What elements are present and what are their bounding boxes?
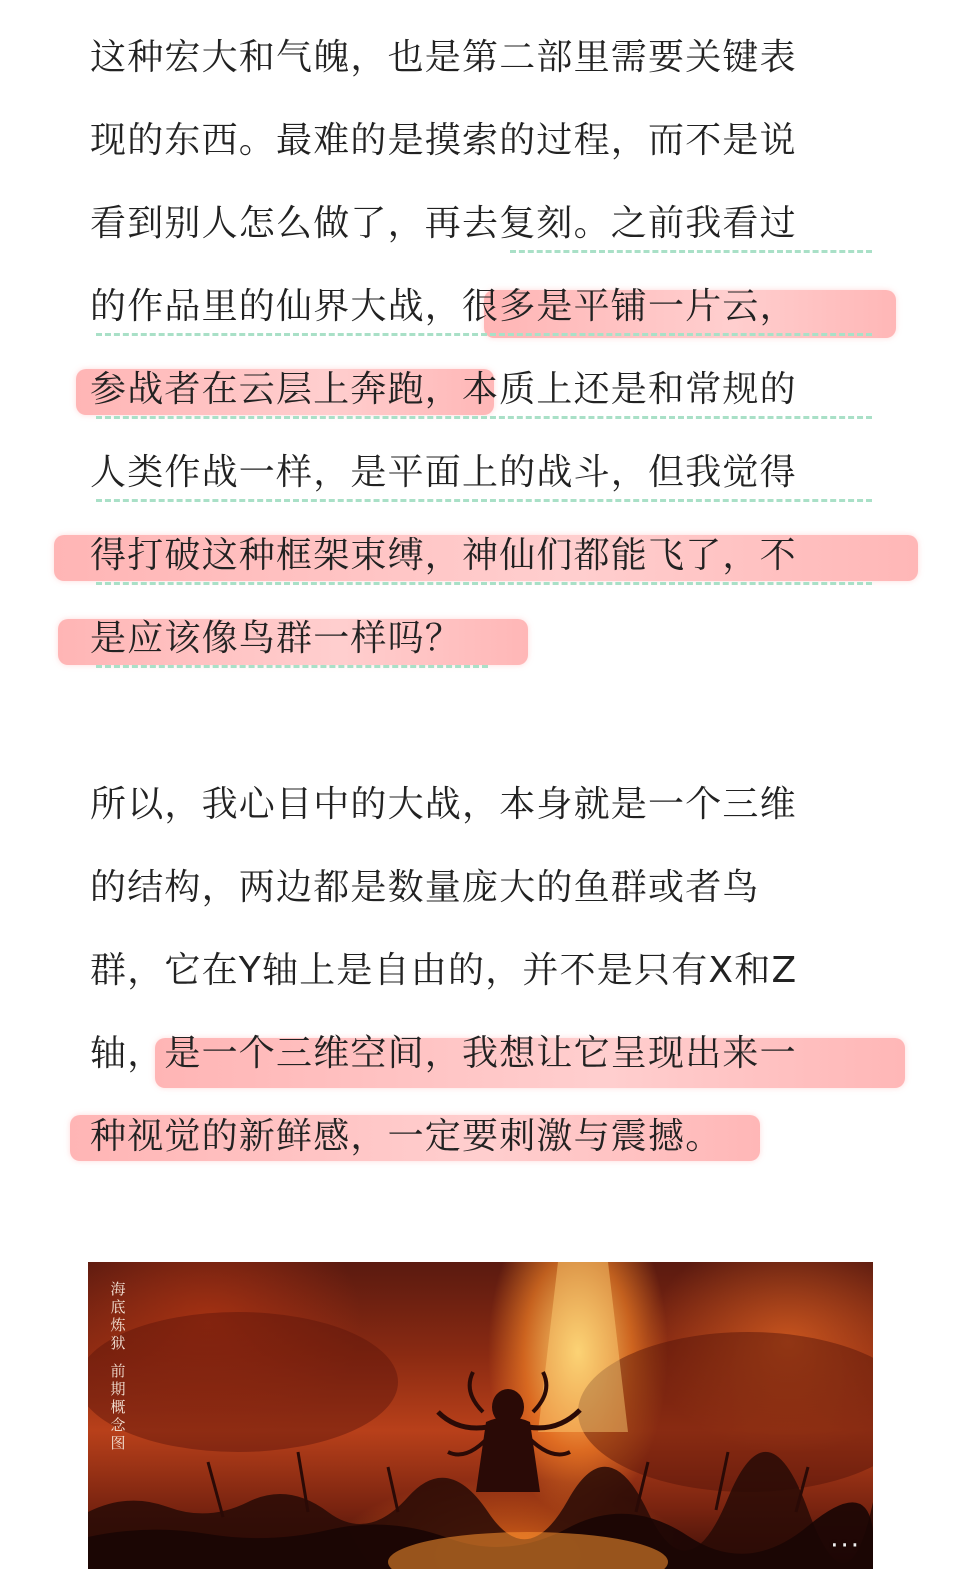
text-line: 得打破这种框架束缚，神仙们都能飞了，不 [90,535,797,576]
text-line: 群，它在Y轴上是自由的，并不是只有X和Z [90,950,798,991]
text-line: 种视觉的新鲜感，一定要刺激与震撼。 [90,1116,723,1157]
more-options-icon[interactable]: ··· [830,1531,861,1561]
text-line: 这种宏大和气魄，也是第二部里需要关键表 [90,37,797,78]
text-line: 参战者在云层上奔跑，本质上还是和常规的 [90,369,797,410]
text-line: 是应该像鸟群一样吗？ [90,618,463,659]
text-line: 人类作战一样，是平面上的战斗，但我觉得 [90,452,797,493]
battle-scene-illustration [88,1262,873,1569]
figure-title: 海底炼狱 [110,1280,126,1352]
text-line: 的结构，两边都是数量庞大的鱼群或者鸟 [90,867,760,908]
text-line: 轴，是一个三维空间，我想让它呈现出来一 [90,1033,797,1074]
text-line: 所以，我心目中的大战，本身就是一个三维 [90,784,797,825]
text-line: 的作品里的仙界大战，很多是平铺一片云， [90,286,797,327]
figure-caption [108,1280,128,1452]
text-line: 看到别人怎么做了，再去复刻。之前我看过 [90,203,797,244]
figure-subtitle: 前期概念图 [110,1362,126,1452]
concept-art-image[interactable] [88,1262,873,1569]
text-line: 现的东西。最难的是摸索的过程，而不是说 [90,120,797,161]
